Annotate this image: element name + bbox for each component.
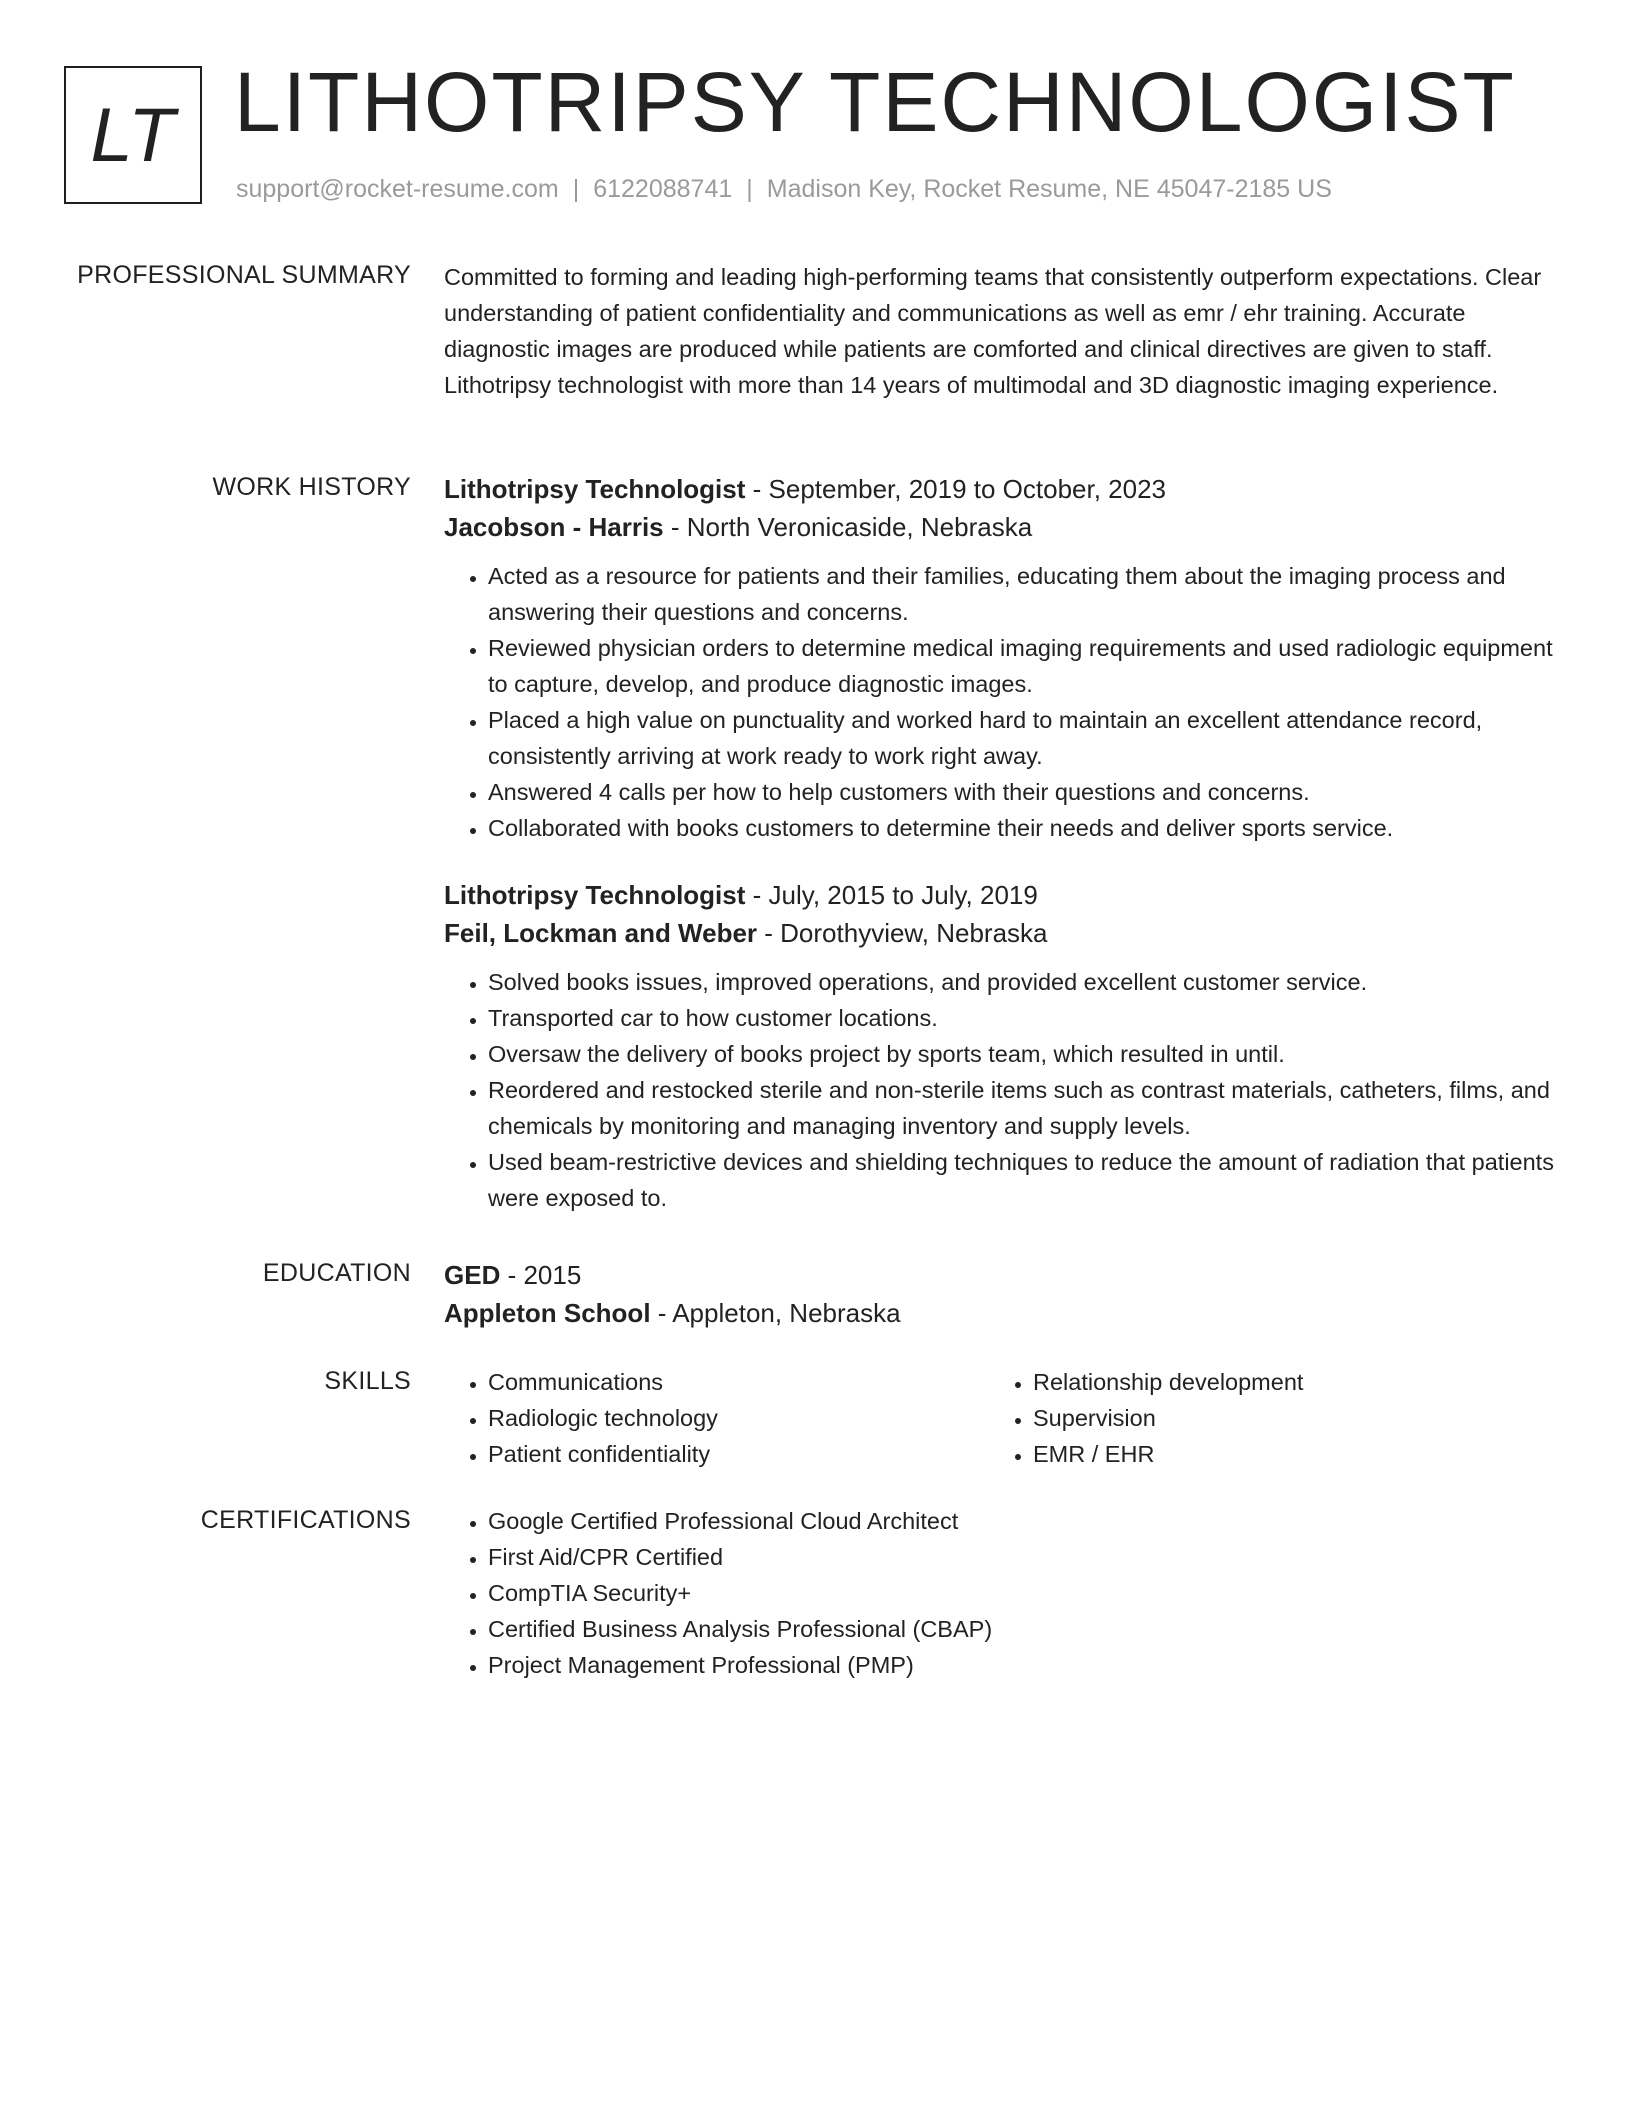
skills-list-left bbox=[444, 1364, 989, 1472]
job-location: - North Veronicaside, Nebraska bbox=[663, 512, 1033, 542]
job-bullet: • Placed a high value on punctuality and worked hard to maintain an excellent attendance record, consistently arriving at work ready to work right away. bbox=[488, 702, 1556, 774]
job-bullet: • Answered 4 calls per how to help customers with their questions and concerns. bbox=[488, 774, 1556, 810]
contact-address: Madison Key, Rocket Resume, NE 45047-2185 US bbox=[766, 175, 1332, 203]
monogram-initials: LT bbox=[90, 92, 176, 178]
contact-email[interactable]: support@rocket-resume.com bbox=[236, 175, 559, 203]
summary-text: Committed to forming and leading high-performing teams that consistently outperform expectations. Clear understanding of patient confidentiality and communications as well as emr / ehr training. Accurate diagnostic images are produced while patients are comforted and clinical directives are given to staff. Lithotripsy technologist with more than 14 years of multimodal and 3D diagnostic imaging experience. bbox=[444, 264, 1542, 398]
job-bullet: • Solved books issues, improved operations, and provided excellent customer service. bbox=[488, 964, 1556, 1000]
education-heading: EDUCATION bbox=[262, 1259, 411, 1287]
skills-list-right bbox=[989, 1364, 1534, 1472]
education-body bbox=[444, 1256, 1556, 1332]
job-bullet: • Collaborated with books customers to determine their needs and deliver sports service. bbox=[488, 810, 1556, 846]
job-bullet: • Reordered and restocked sterile and non-sterile items such as contrast materials, catheters, films, and chemicals by monitoring and managing inventory and supply levels. bbox=[488, 1072, 1556, 1144]
contact-separator: | bbox=[572, 175, 580, 203]
summary-body bbox=[444, 258, 1556, 402]
job-entry bbox=[444, 470, 1556, 846]
certifications-body bbox=[444, 1503, 1556, 1683]
skill-item: • Relationship development bbox=[1033, 1364, 1534, 1400]
skills-grid bbox=[444, 1364, 1556, 1472]
job-bullet: • Oversaw the delivery of books project by sports team, which resulted in until. bbox=[488, 1036, 1556, 1072]
education-degree: GED bbox=[444, 1260, 501, 1290]
certifications-list bbox=[444, 1503, 1556, 1683]
certification-item: • Google Certified Professional Cloud Architect bbox=[488, 1503, 1556, 1539]
contact-line bbox=[236, 172, 1332, 206]
skill-item: • Communications bbox=[488, 1364, 989, 1400]
job-bullets bbox=[444, 558, 1556, 846]
education-location: - Appleton, Nebraska bbox=[650, 1298, 901, 1328]
education-school: Appleton School bbox=[444, 1298, 651, 1328]
job-title-line bbox=[444, 470, 1556, 508]
job-entry bbox=[444, 876, 1556, 1216]
job-bullet: • Reviewed physician orders to determine medical imaging requirements and used radiologic equipment to capture, develop, and produce diagnostic images. bbox=[488, 630, 1556, 702]
job-bullet: • Acted as a resource for patients and their families, educating them about the imaging process and answering their questions and concerns. bbox=[488, 558, 1556, 630]
skills-heading: SKILLS bbox=[324, 1367, 411, 1395]
skill-item: • EMR / EHR bbox=[1033, 1436, 1534, 1472]
job-title: Lithotripsy Technologist bbox=[444, 880, 746, 910]
page-title: LITHOTRIPSY TECHNOLOGIST bbox=[234, 55, 1516, 149]
job-bullet: • Used beam-restrictive devices and shielding techniques to reduce the amount of radiation that patients were exposed to. bbox=[488, 1144, 1556, 1216]
job-title-line bbox=[444, 876, 1556, 914]
monogram-box bbox=[64, 66, 202, 204]
job-company-line bbox=[444, 914, 1556, 952]
job-location: - Dorothyview, Nebraska bbox=[757, 918, 1048, 948]
education-year: - 2015 bbox=[500, 1260, 582, 1290]
education-degree-line bbox=[444, 1256, 1556, 1294]
certification-item: • First Aid/CPR Certified bbox=[488, 1539, 1556, 1575]
skill-item: • Supervision bbox=[1033, 1400, 1534, 1436]
summary-heading: PROFESSIONAL SUMMARY bbox=[77, 261, 411, 289]
certification-item: • Project Management Professional (PMP) bbox=[488, 1647, 1556, 1683]
contact-phone[interactable]: 6122088741 bbox=[593, 175, 733, 203]
job-company: Feil, Lockman and Weber bbox=[444, 918, 758, 948]
certifications-heading: CERTIFICATIONS bbox=[200, 1506, 411, 1534]
job-company: Jacobson - Harris bbox=[444, 512, 664, 542]
work-history-body bbox=[444, 470, 1556, 1216]
job-dates: - September, 2019 to October, 2023 bbox=[745, 474, 1167, 504]
job-bullets bbox=[444, 964, 1556, 1216]
job-title: Lithotripsy Technologist bbox=[444, 474, 746, 504]
skill-item: • Radiologic technology bbox=[488, 1400, 989, 1436]
certification-item: • Certified Business Analysis Professional (CBAP) bbox=[488, 1611, 1556, 1647]
skill-item: • Patient confidentiality bbox=[488, 1436, 989, 1472]
skills-body bbox=[444, 1364, 1556, 1472]
job-company-line bbox=[444, 508, 1556, 546]
job-dates: - July, 2015 to July, 2019 bbox=[745, 880, 1038, 910]
education-school-line bbox=[444, 1294, 1556, 1332]
contact-separator: | bbox=[746, 175, 753, 203]
work-history-heading: WORK HISTORY bbox=[212, 473, 411, 501]
certification-item: • CompTIA Security+ bbox=[488, 1575, 1556, 1611]
job-bullet: • Transported car to how customer locations. bbox=[488, 1000, 1556, 1036]
